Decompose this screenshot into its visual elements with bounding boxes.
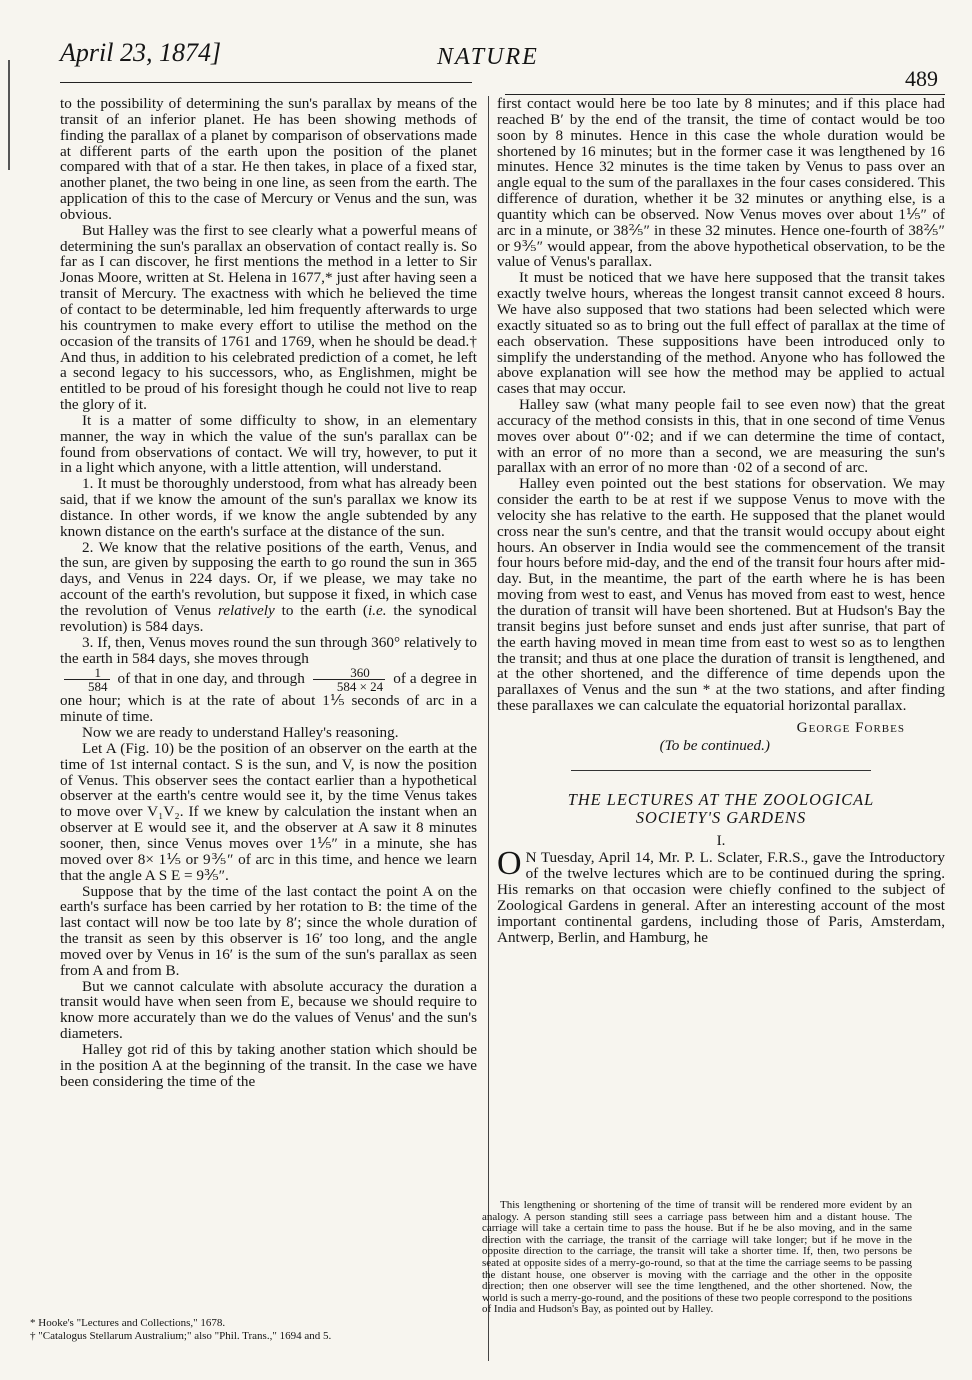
journal-title: NATURE bbox=[437, 44, 539, 70]
footnotes-right bbox=[482, 1200, 912, 1316]
paragraph bbox=[60, 635, 477, 725]
text-run: of a degree in one hour; which is at the rate of about 1⅕ seconds of arc in a minute of time. bbox=[60, 670, 477, 726]
right-column bbox=[497, 96, 945, 946]
text-run: of that in one day, and through bbox=[113, 670, 309, 688]
text-run: 2. We know that the relative positions of the earth, Venus, and the sun, are given by supposing the earth to go round the sun in 365 days, and Venus in 224 days. Or, if we please, we may take no account of the earth's revolution, but suppose it fixed, in which case the revolution of Venus bbox=[60, 538, 477, 619]
section-separator-rule bbox=[571, 770, 871, 771]
author-signature: George Forbes bbox=[796, 718, 905, 736]
column-divider bbox=[488, 96, 489, 1361]
paragraph: to the possibility of determining the sun's parallax by means of the transit of an inferior planet. He has been showing methods of finding the parallax of a planet by comparison of observations made at different parts of the earth upon the position of the planet compared with that of a star. He then takes, in place of a fixed star, another planet, the two being in one line, as seen from the earth. The application of this to the case of Mercury or Venus and the sun, was obvious. bbox=[60, 95, 477, 223]
paragraph: first contact would here be too late by 8 minutes; and if this place had reached B′ by the end of the transit, the time of contact would be too soon by 8 minutes. Hence in this case the whole duration would be shortened by 16 minutes; but in the former case it was lengthened by 16 minutes. Hence 32 minutes is the time taken by Venus to pass over an angle equal to the sum of the parallaxes in the four cases considered. This difference of duration, whether it be 32 minutes or anything else, is a quantity which can be observed. Now Venus moves over about 1⅕″ of arc in a minute, or 38⅖″ in these 32 minutes. Hence one-fourth of 38⅖″ or 9⅗″ would appear, from the above hypothetical observation, to be the value of Venus's parallax. bbox=[497, 95, 945, 271]
fraction-denominator: 584 bbox=[88, 679, 108, 695]
footnote: * Hooke's "Lectures and Collections," 1678. bbox=[30, 1317, 226, 1329]
paragraph: Halley even pointed out the best stations for observation. We may consider the earth to be at rest if we suppose Venus to move with the velocity she has relative to the earth. He supposed that the planet would cross near the sun's centre, and that the transit would occupy about eight hours. An observer in India would see the commencement of the transit four hours before mid-day, and the end of the transit four hours after mid-day. But, in the meantime, the part of the earth where he is has been moving from west to east, and Venus has moved from east to west, hence the duration of transit will have been shortened. But at Hudson's Bay the transit begins just before sunset and ends just after sunrise, that part of the earth having moved in mean time from east to west so as to lengthen the transit; and thus at one place the duration of transit is lengthened, and at the other shortened, and the difference of time depends upon the parallaxes of Venus and the sun * at the two stations, and after finding these parallaxes we can calculate the equatorial horizontal parallax. bbox=[497, 475, 945, 715]
section-title-line: THE LECTURES AT THE ZOOLOGICAL bbox=[567, 789, 875, 809]
footnote: † "Catalogus Stellarum Australium;" also "Phil. Trans.," 1694 and 5. bbox=[30, 1329, 332, 1342]
paragraph bbox=[497, 845, 945, 946]
footnotes-left bbox=[30, 1317, 470, 1342]
section-title-line: SOCIETY'S GARDENS bbox=[635, 807, 807, 827]
paragraph: Now we are ready to understand Halley's reasoning. bbox=[82, 724, 399, 742]
paragraph: Suppose that by the time of the last contact the point A on the earth's surface has been carried by her rotation to B: the time of the last contact will now be too late by 8′; since the whole duration of the transit as seen by this observer is 16′ too long, and the angle moved over by Venus in 16′ is the sum of the sun's parallax as seen from A and from B. bbox=[60, 882, 477, 979]
italic-run: relatively bbox=[217, 602, 275, 619]
paragraph: But we cannot calculate with absolute accuracy the duration a transit would have when seen from E, because we should require to know more accurately than we do the values of Venus' and the sun's diameters. bbox=[60, 977, 477, 1043]
paragraph: 1. It must be thoroughly understood, from what has already been said, that if we know the amount of the sun's parallax we know its distance. In other words, if we know the angle subtended by any known distance on the earth's surface at the distance of the sun. bbox=[60, 475, 477, 540]
issue-date: April 23, 1874] bbox=[60, 38, 222, 67]
section-title bbox=[497, 791, 945, 827]
paragraph: It must be noticed that we have here supposed that the transit takes exactly twelve hours, whereas the longest transit cannot exceed 8 hours. We have also supposed that two stations had been selected which were exactly situated so as to bring out the full effect of parallax at the time of each observation. These suppositions have been introduced only to simplify the understanding of the method. Anyone who has followed the above explanation will see how the method may be applied to actual cases that may occur. bbox=[497, 269, 945, 398]
paragraph: But Halley was the first to see clearly what a powerful means of determining the sun's parallax an observation of contact really is. So far as I can discover, he first mentions the method in a letter to Sir Jonas Moore, written at St. Helena in 1677,* just after having seen a transit of Mercury. The exactness with which he believed the time of contact to be determinable, led him frequently afterwards to urge his countrymen to make every effort to utilise the method on the occasion of the transits of 1761 and 1769, when he should be dead.† And thus, in addition to his celebrated prediction of a comet, he left a second legacy to his successors, who, as Englishmen, might be entitled to be proud of his foresight though he could not live to reap the glory of it. bbox=[60, 221, 477, 414]
text-run: N Tuesday, April 14, Mr. P. L. Sclater, F.R.S., gave the Introductory of the twelve lectures which are to be continued during the spring. His remarks on that occasion were chiefly confined to the subject of Zoological Gardens in general. After an interesting account of the most important continental gardens, including those of Paris, Amsterdam, Antwerp, Berlin, and Hamburg, he bbox=[497, 849, 945, 946]
page-number: 489 bbox=[905, 66, 938, 91]
text-run: the synodical revolution) is 584 days. bbox=[60, 602, 478, 635]
paragraph bbox=[60, 540, 477, 635]
header-rule-left bbox=[60, 82, 472, 83]
italic-run: i.e. bbox=[367, 602, 387, 619]
paragraph: It is a matter of some difficulty to show, in an elementary manner, the way in which the value of the sun's parallax can be found from observations of contact. We will try, however, to put it in a light which anyone, with a little attention, will understand. bbox=[60, 411, 477, 477]
footnote: This lengthening or shortening of the time of transit will be rendered more evident by an analogy. A person standing still sees a carriage pass between him and a distant house. The carriage will take a certain time to pass the house. But if he be also moving, and in the same direction with the carriage, the transit of the carriage will take longer; but if he move in the opposite direction to the carriage, the transit will take a shorter time. If, then, two persons be seated at opposite sides of a merry-go-round, so that at the time the carriage seems to be passing the distant house, one observer is moving with the carriage and the other in the opposite direction; then one observer will see the time lengthened, and the other shortened. Now, the world is such a merry-go-round, and the positions of these two people correspond to the positions of India and Hudson's Bay, as pointed out by Halley. bbox=[482, 1199, 912, 1316]
drop-cap: O bbox=[497, 845, 522, 883]
section-number: I. bbox=[716, 831, 726, 849]
page-header bbox=[0, 0, 972, 90]
fraction-numerator: 1 bbox=[64, 666, 110, 680]
fraction-360-over-584x24 bbox=[313, 666, 385, 693]
text-run: 3. If, then, Venus moves round the sun through 360° relatively to the earth in 584 days, she moves through bbox=[60, 633, 477, 667]
fraction-one-over-584 bbox=[64, 666, 110, 693]
paragraph: Let A (Fig. 10) be the position of an observer on the earth at the time of 1st internal contact. S is the sun, and V, is now the position of Venus. This observer sees the contact earlier than a hypothetical observer at the earth's centre would see it, by the time Venus takes to move over V₁V₂. If we knew by calculation the instant when an observer at E would see it, and the observer at A saw it 8 minutes sooner, then, since Venus moves over 1⅕″ in a minute, she has moved over 8× 1⅕ or 9⅗″ of arc in this time, and hence we learn that the angle A S E = 9⅗″. bbox=[60, 739, 477, 884]
paragraph: Halley saw (what many people fail to see even now) that the great accuracy of the method consists in this, that in one second of time Venus moves over about 0″·02; and if we can determine the time of contact, with an error of no more than a second, we are measuring the sun's parallax with an error of no more than ·02 of a second of arc. bbox=[497, 396, 945, 477]
text-run: to the earth ( bbox=[274, 602, 368, 619]
fraction-denominator: 584 × 24 bbox=[336, 679, 384, 695]
to-be-continued-note: (To be continued.) bbox=[659, 736, 770, 754]
fraction-numerator: 360 bbox=[313, 666, 385, 680]
paragraph: Halley got rid of this by taking another station which should be in the position A at the beginning of the transit. In the case we have been considering the time of the bbox=[60, 1040, 477, 1090]
left-column bbox=[60, 96, 477, 1089]
